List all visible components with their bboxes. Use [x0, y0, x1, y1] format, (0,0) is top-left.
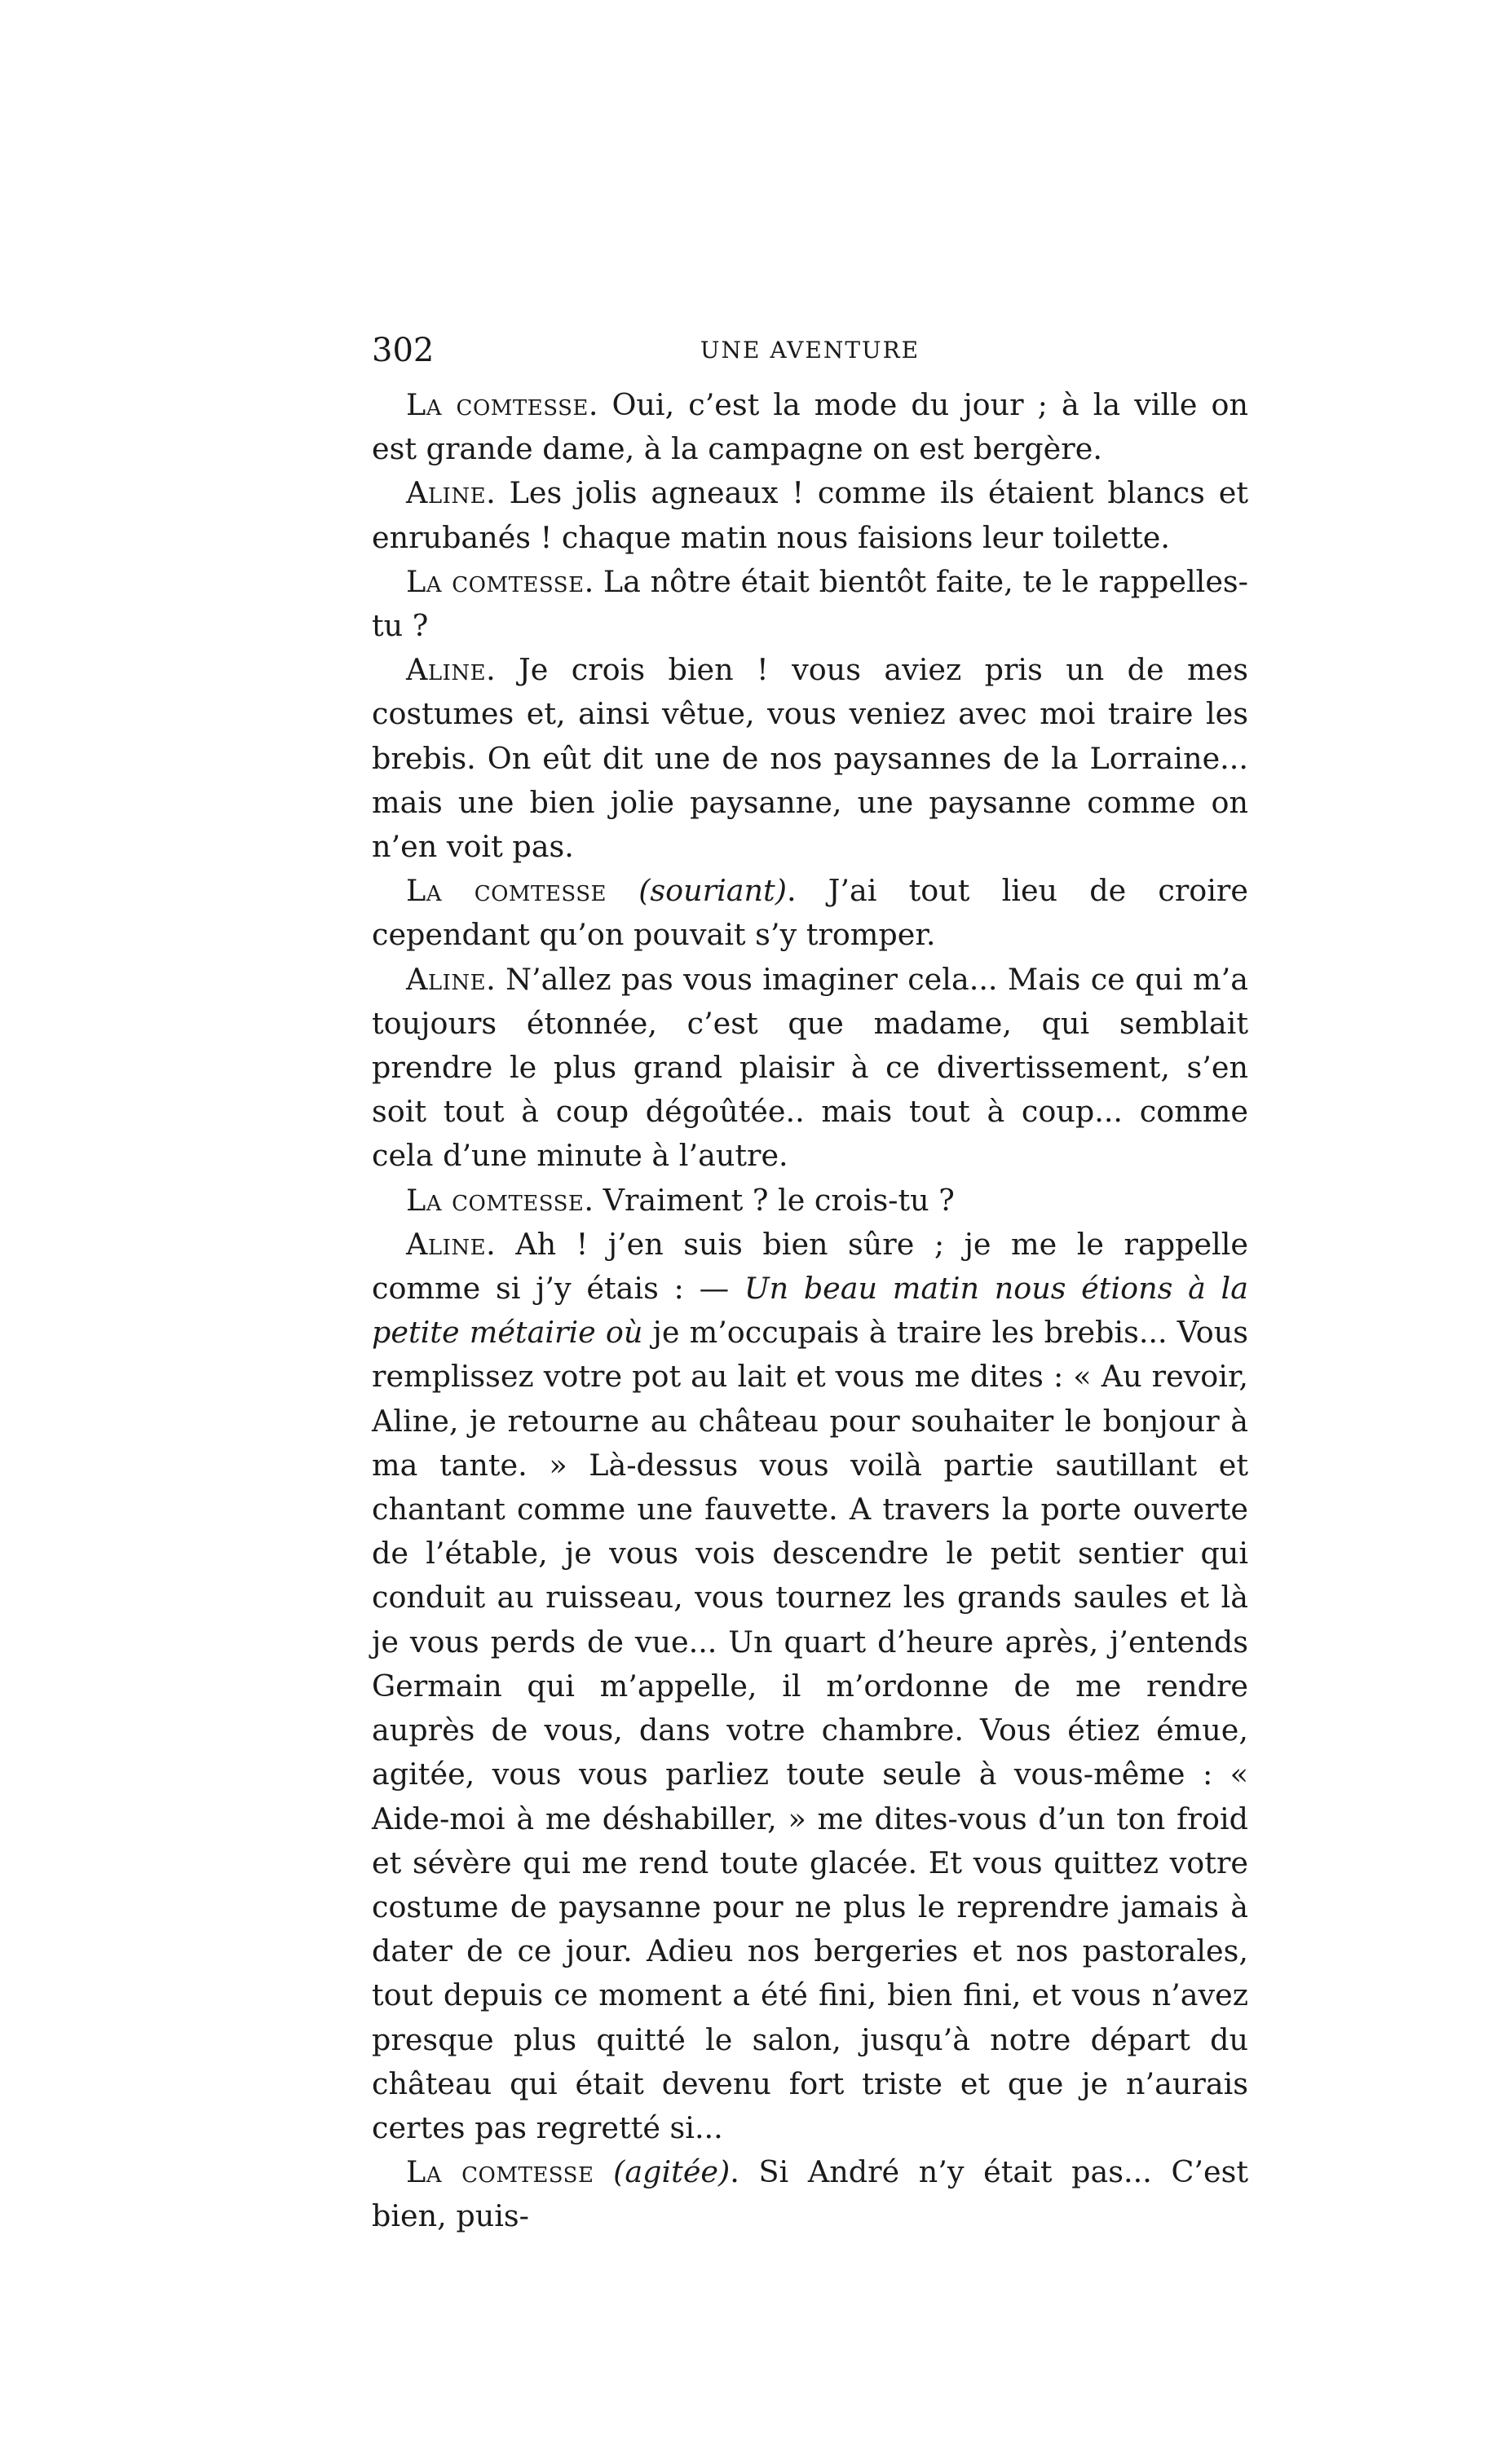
line-text: . Je crois bien ! vous aviez pris un de mes costumes et, ainsi vêtue, vous veniez avec moi traire les brebis. On eût dit une de nos paysannes de la Lorraine... mais une bien jolie paysanne, une paysanne comme on n’en voit pas. [372, 652, 1248, 865]
line-text: . J’ai tout lieu de croire cependant qu’on pouvait s’y tromper. [372, 873, 1248, 953]
speaker-name: Aline [406, 961, 487, 997]
speaker-name: Aline [406, 1226, 487, 1262]
line-text: je m’occupais à traire les brebis... Vous remplissez votre pot au lait et vous me dites : « Au revoir, Aline, je retourne au château pour souhaiter le bonjour à ma tante. » Là-dessus vous voilà partie sautillant et chantant comme une fauvette. A travers la porte ouverte de l’étable, je vous vois descendre le petit sentier qui conduit au ruisseau, vous tournez les grands saules et là je vous perds de vue... Un quart d’heure après, j’entends Germain qui m’appelle, il m’ordonne de me rendre auprès de vous, dans votre chambre. Vous étiez émue, agitée, vous vous parliez toute seule à vous-même : « Aide-moi à me déshabiller, » me dites-vous d’un ton froid et sévère qui me rend toute glacée. Et vous quittez votre costume de paysanne pour ne plus le reprendre jamais à dater de ce jour. Adieu nos bergeries et nos pastorales, tout depuis ce moment a été fini, bien fini, et vous n’avez presque plus quitté le salon, jusqu’à notre départ du château qui était devenu fort triste et que je n’aurais certes pas regretté si... [372, 1315, 1248, 2145]
speaker-name: La comtesse [406, 2154, 594, 2190]
paragraph [372, 869, 1248, 957]
dialogue-text [372, 383, 1248, 2239]
line-text: . Les jolis agneaux ! comme ils étaient blancs et enrubanés ! chaque matin nous faisions leur toilette. [372, 475, 1248, 555]
line-text: . Vraiment ? le crois-tu ? [584, 1182, 955, 1218]
paragraph [372, 383, 1248, 471]
italic-text: Un beau matin nous étions à la petite métairie où [372, 1271, 1248, 1351]
paragraph [372, 560, 1248, 648]
speaker-name: La comtesse [406, 387, 589, 422]
speaker-name: Aline [406, 475, 487, 511]
paragraph [372, 1223, 1248, 2150]
stage-direction: (souriant) [638, 873, 787, 909]
speaker-name: La comtesse [406, 1182, 585, 1218]
paragraph [372, 648, 1248, 869]
speaker-name: La comtesse [406, 873, 607, 909]
running-title: UNE AVENTURE [700, 337, 920, 364]
paragraph [372, 1179, 1248, 1223]
line-text: . Ah ! j’en suis bien sûre ; je me le rappelle comme si j’y étais : — [372, 1226, 1248, 1307]
speaker-name: La comtesse [406, 563, 585, 599]
stage-direction: (agitée) [613, 2154, 731, 2190]
line-text: . Si André n’y était pas... C’est bien, puis- [372, 2154, 1249, 2234]
paragraph [372, 2150, 1248, 2238]
paragraph [372, 958, 1248, 1179]
page-number: 302 [372, 332, 435, 369]
line-text: . N’allez pas vous imaginer cela... Mais ce qui m’a toujours étonnée, c’est que madame, qui semblait prendre le plus grand plaisir à ce divertissement, s’en soit tout à coup dégoûtée.. mais tout à coup... comme cela d’une minute à l’autre. [372, 961, 1248, 1174]
speaker-name: Aline [406, 652, 487, 688]
line-text: . Oui, c’est la mode du jour ; à la ville on est grande dame, à la campagne on est bergère. [372, 387, 1248, 467]
line-text: . La nôtre était bientôt faite, te le rappelles-tu ? [372, 563, 1249, 644]
page-header [372, 326, 1248, 375]
paragraph [372, 471, 1248, 559]
